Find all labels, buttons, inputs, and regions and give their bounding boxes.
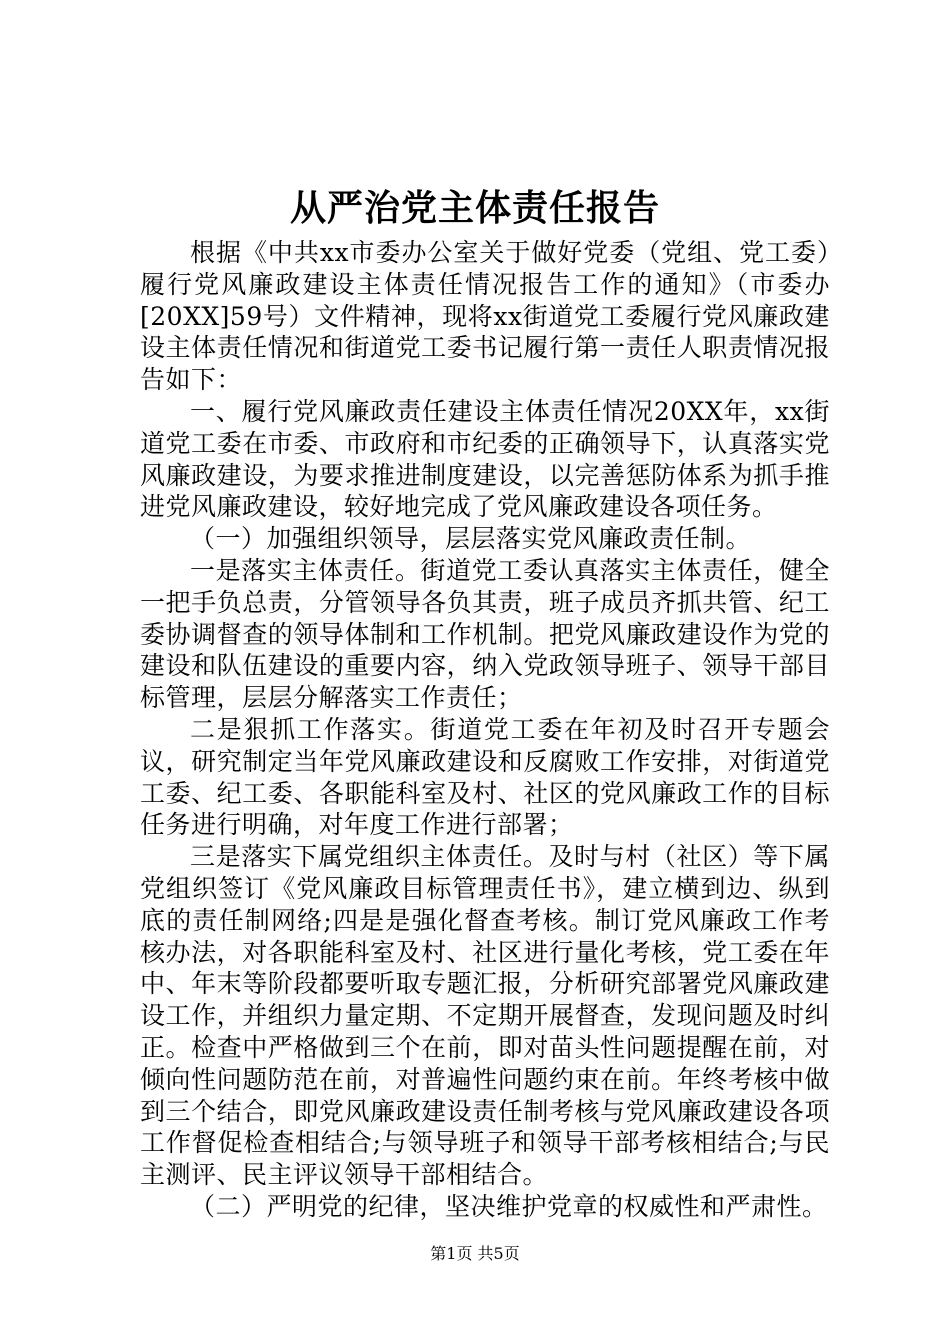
paragraph-point-one: 一是落实主体责任。街道党工委认真落实主体责任，健全一把手负总责，分管领导各负其责，班子成员齐抓共管、纪工委协调督查的领导体制和工作机制。把党风廉政建设作为党的建设和队伍建设的重要内容，纳入党政领导班子、领导干部目标管理，层层分解落实工作责任；	[140, 555, 830, 713]
paragraph-section-one: 一、履行党风廉政责任建设主体责任情况20XX年，xx街道党工委在市委、市政府和市纪委的正确领导下，认真落实党风廉政建设，为要求推进制度建设，以完善惩防体系为抓手推进党风廉政建设，较好地完成了党风廉政建设各项任务。	[140, 396, 830, 522]
document-title: 从严治党主体责任报告	[289, 187, 660, 229]
subheading-one: （一）加强组织领导，层层落实党风廉政责任制。	[190, 524, 752, 554]
page-footer: 第1页 共5页	[430, 1244, 520, 1263]
paragraph-point-three: 三是落实下属党组织主体责任。及时与村（社区）等下属党组织签订《党风廉政目标管理责任书》，建立横到边、纵到底的责任制网络;四是是强化督查考核。制订党风廉政工作考核办法，对各职能科室及村、社区进行量化考核，党工委在年中、年末等阶段都要听取专题汇报，分析研究部署党风廉政建设工作，并组织力量定期、不定期开展督查，发现问题及时纠正。检查中严格做到三个在前，即对苗头性问题提醒在前，对倾向性问题防范在前，对普遍性问题约束在前。年终考核中做到三个结合，即党风廉政建设责任制考核与党风廉政建设各项工作督促检查相结合;与领导班子和领导干部考核相结合;与民主测评、民主评议领导干部相结合。	[140, 842, 830, 1190]
subheading-two: （二）严明党的纪律，坚决维护党章的权威性和严肃性。	[190, 1191, 828, 1221]
document-body	[140, 237, 830, 1223]
paragraph-point-two: 二是狠抓工作落实。街道党工委在年初及时召开专题会议，研究制定当年党风廉政建设和反腐败工作安排，对街道党工委、纪工委、各职能科室及村、社区的党风廉政工作的目标任务进行明确，对年度工作进行部署；	[140, 714, 830, 840]
paragraph-intro: 根据《中共xx市委办公室关于做好党委（党组、党工委）履行党风廉政建设主体责任情况报告工作的通知》（市委办[20XX]59号）文件精神，现将xx街道党工委履行党风廉政建设主体责任情况和街道党工委书记履行第一责任人职责情况报告如下：	[140, 238, 830, 395]
